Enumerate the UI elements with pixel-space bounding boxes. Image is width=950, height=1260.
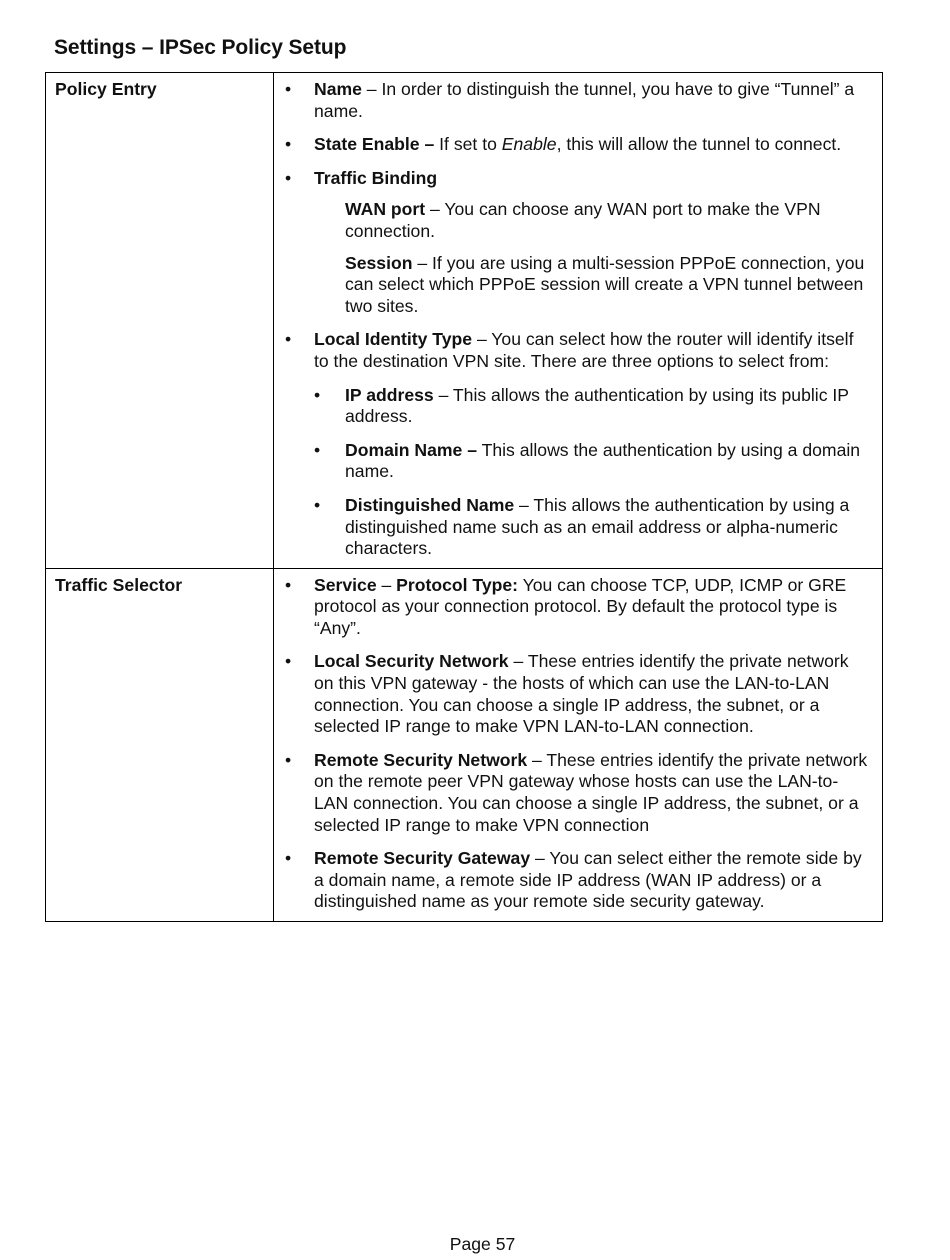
bullet-icon: • — [285, 749, 292, 770]
bullet-icon: • — [285, 574, 292, 595]
bullet-icon: • — [285, 134, 292, 155]
bullet-icon: • — [314, 439, 321, 460]
session-paragraph — [314, 253, 872, 318]
domain-name-term: Domain Name – — [345, 439, 477, 460]
wan-port-description: – You can choose any WAN port to make the VPN connection. — [345, 199, 821, 241]
identity-options-list — [314, 385, 872, 560]
ip-address-option — [314, 385, 872, 428]
service-description: You can choose TCP, UDP, ICMP or GRE protocol as your connection protocol. By default the protocol type is “Any”. — [314, 574, 847, 638]
service-separator: – — [376, 574, 397, 595]
name-item — [282, 79, 872, 122]
traffic-selector-title: Traffic Selector — [55, 574, 183, 595]
remote-security-network-term: Remote Security Network — [314, 749, 528, 770]
local-security-network-description: – These entries identify the private network on this VPN gateway - the hosts of which can use the LAN-to-LAN connection. You can choose a single IP address, the subnet, or a selected IP range to make VPN LAN-to-LAN connection. — [314, 651, 849, 737]
traffic-selector-row — [46, 568, 883, 921]
remote-security-network-item — [282, 750, 872, 836]
remote-security-gateway-item — [282, 848, 872, 913]
local-identity-type-item — [282, 329, 872, 559]
policy-entry-row — [46, 73, 883, 569]
wan-port-term: WAN port — [345, 199, 426, 220]
session-term: Session — [345, 252, 413, 273]
bullet-icon: • — [314, 494, 321, 515]
page-number: Page 57 — [449, 1234, 516, 1254]
domain-name-option — [314, 440, 872, 483]
remote-security-gateway-description: – You can select either the remote side by a domain name, a remote side IP address (WAN IP address) or a distinguished name as your remote side security gateway. — [314, 848, 862, 912]
bullet-icon: • — [285, 651, 292, 672]
bullet-icon: • — [314, 384, 321, 405]
remote-security-gateway-term: Remote Security Gateway — [314, 848, 531, 869]
name-term: Name — [314, 79, 362, 99]
local-identity-type-term: Local Identity Type — [314, 329, 477, 350]
bullet-icon: • — [285, 329, 292, 350]
traffic-binding-term: Traffic Binding — [314, 167, 438, 188]
distinguished-name-description: – This allows the authentication by using a distinguished name such as an email address or alpha-numeric characters. — [345, 494, 850, 559]
domain-name-description: This allows the authentication by using a domain name. — [345, 439, 861, 482]
protocol-type-term: Protocol Type: — [396, 574, 519, 595]
traffic-selector-label-cell — [46, 568, 274, 921]
policy-entry-title: Policy Entry — [55, 79, 157, 99]
session-description: – If you are using a multi-session PPPoE connection, you can select which PPPoE session will create a VPN tunnel between two sites. — [345, 252, 865, 316]
traffic-selector-content-cell — [274, 568, 883, 921]
local-security-network-term: Local Security Network — [314, 651, 509, 672]
settings-table — [45, 72, 883, 922]
local-security-network-item — [282, 651, 872, 737]
state-enable-text-after: , this will allow the tunnel to connect. — [556, 134, 842, 155]
policy-entry-label-cell — [46, 73, 274, 569]
page-title: Settings – IPSec Policy Setup — [54, 36, 347, 59]
state-enable-text-before: If set to — [434, 134, 502, 155]
traffic-selector-list — [282, 575, 872, 913]
state-enable-emphasis: Enable — [501, 134, 557, 155]
wan-port-paragraph — [314, 199, 872, 242]
local-identity-type-description: – You can select how the router will identify itself to the destination VPN site. There are three options to select from: — [314, 329, 854, 371]
bullet-icon: • — [285, 167, 292, 188]
service-term: Service — [314, 574, 377, 595]
state-enable-term: State Enable – — [314, 134, 435, 155]
ip-address-term: IP address — [345, 384, 434, 405]
traffic-binding-item — [282, 168, 872, 318]
distinguished-name-option — [314, 495, 872, 560]
policy-entry-list — [282, 79, 872, 560]
service-item — [282, 575, 872, 640]
policy-entry-content-cell — [274, 73, 883, 569]
state-enable-item — [282, 134, 872, 156]
ip-address-description: – This allows the authentication by using its public IP address. — [345, 384, 849, 427]
remote-security-network-description: – These entries identify the private network on the remote peer VPN gateway whose hosts can use the LAN-to-LAN connection. You can choose a single IP address, the subnet, or a selected IP range to make VPN connection — [314, 749, 868, 835]
distinguished-name-term: Distinguished Name — [345, 494, 515, 515]
bullet-icon: • — [285, 79, 292, 99]
bullet-icon: • — [285, 848, 292, 869]
name-description: – In order to distinguish the tunnel, you have to give “Tunnel” a name. — [314, 79, 855, 121]
